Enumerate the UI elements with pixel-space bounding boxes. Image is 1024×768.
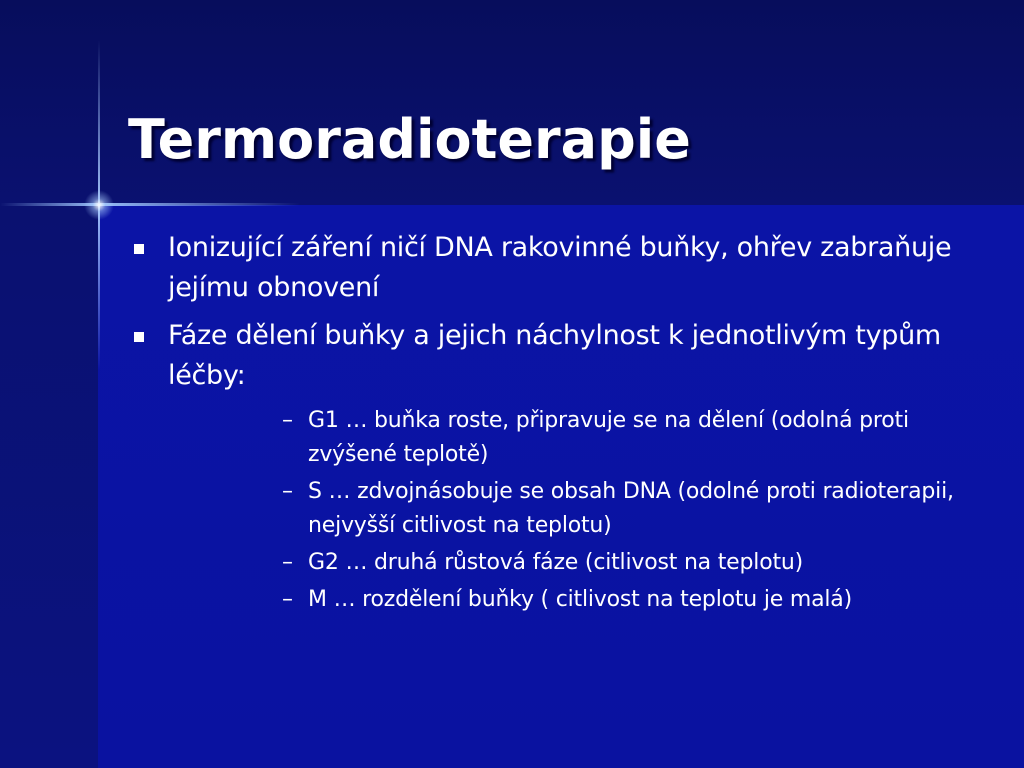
left-band [0,205,98,768]
header-band [0,0,1024,205]
bullet-text: Fáze dělení buňky a jejich náchylnost k jednotlivým typům léčby: [168,320,941,391]
dash-bullet: – [282,550,293,575]
sub-bullet-text: M … rozdělení buňky ( citlivost na teplotu je malá) [308,587,852,612]
square-bullet-icon [134,332,144,342]
decorative-cross-horizontal [0,203,300,206]
dash-bullet: – [282,587,293,612]
bullet-item [130,316,970,396]
sub-bullet-item [282,546,970,580]
sub-bullet-item [282,583,970,617]
decorative-star-glow [84,190,114,220]
sub-bullet-item [282,475,970,543]
dash-bullet: – [282,479,293,504]
sub-bullet-text: G1 … buňka roste, připravuje se na dělení (odolná proti zvýšené teplotě) [308,408,909,467]
slide-title: Termoradioterapie [128,108,691,171]
dash-bullet: – [282,408,293,433]
bullet-text: Ionizující záření ničí DNA rakovinné buňky, ohřev zabraňuje jejímu obnovení [168,232,952,303]
bullet-item [130,228,970,308]
sub-bullet-item [282,404,970,472]
sub-bullet-text: S … zdvojnásobuje se obsah DNA (odolné proti radioterapii, nejvyšší citlivost na teplotu) [308,479,954,538]
square-bullet-icon [134,244,144,254]
sub-bullet-text: G2 … druhá růstová fáze (citlivost na teplotu) [308,550,804,575]
bullet-list [130,228,970,620]
sub-bullet-list [282,404,970,617]
